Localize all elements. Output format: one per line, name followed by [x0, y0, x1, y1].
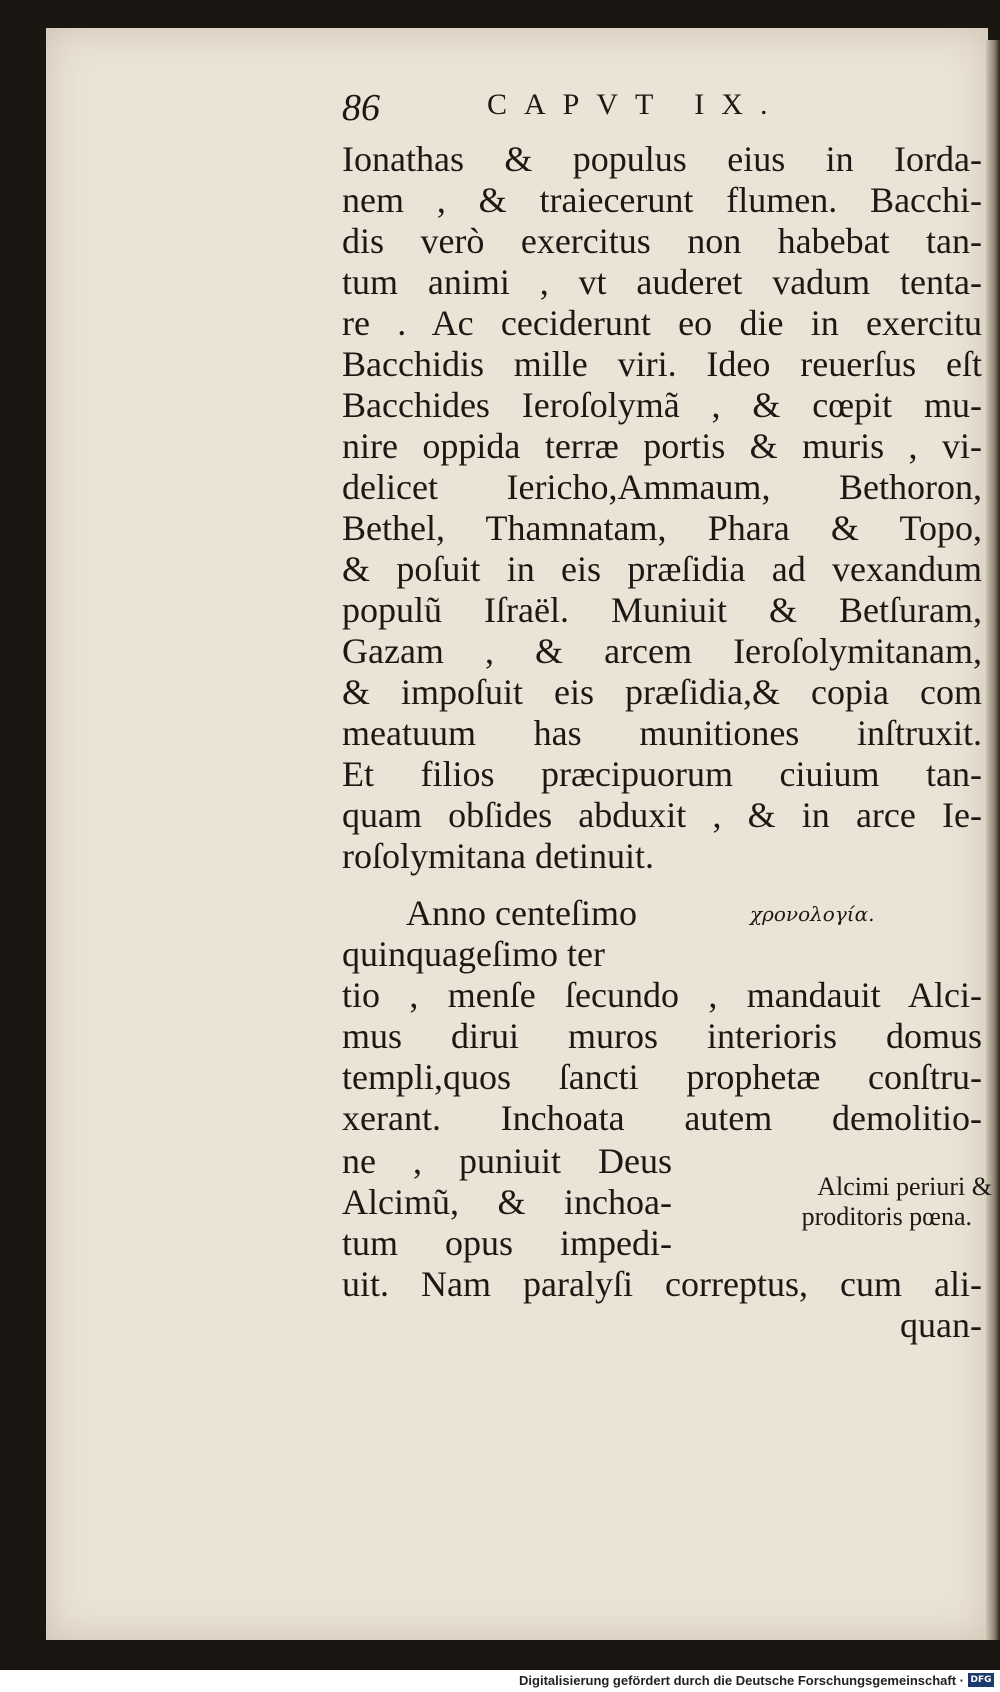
text-line: mus dirui muros interioris domus: [342, 1016, 982, 1056]
margin-note-line: Alcimi periuri &: [817, 1172, 992, 1201]
margin-note-greek: χρονολογία.: [750, 902, 875, 926]
text-line: dis verò exercitus non habebat tan-: [342, 221, 982, 261]
text-line: tum opus impedi-: [342, 1223, 672, 1263]
page-header: [342, 86, 982, 130]
text-line: Anno centeſimo: [406, 893, 637, 933]
text-line: Gazam , & arcem Ieroſolymitanam,: [342, 631, 982, 671]
text-line: & impoſuit eis præſidia,& copia com: [342, 672, 982, 712]
text-line: tio , menſe ſecundo , mandauit Alci-: [342, 975, 982, 1015]
text-line: Ionathas & populus eius in Iorda-: [342, 139, 982, 179]
page-number: 86: [342, 87, 380, 129]
digitization-footer: [0, 1670, 1000, 1692]
running-head: CAPVT IX.: [487, 88, 785, 121]
text-line: Bethel, Thamnatam, Phara & Topo,: [342, 508, 982, 548]
text-line: tum animi , vt auderet vadum tenta-: [342, 262, 982, 302]
margin-note: [730, 1172, 992, 1232]
text-line: re . Ac ceciderunt eo die in exercitu: [342, 303, 982, 343]
text-line: Bacchides Ieroſolymã , & cœpit mu-: [342, 385, 982, 425]
text-line: quinquageſimo ter: [342, 934, 605, 974]
text-line: ne , puniuit Deus: [342, 1141, 672, 1181]
text-line: xerant. Inchoata autem demolitio-: [342, 1098, 982, 1138]
margin-note-line: proditoris pœna.: [801, 1202, 972, 1231]
text-line: roſolymitana detinuit.: [342, 836, 654, 876]
text-line: templi,quos ſancti prophetæ conſtru-: [342, 1057, 982, 1097]
text-line: nem , & traiecerunt flumen. Bacchi-: [342, 180, 982, 220]
catchword: quan-: [900, 1305, 982, 1345]
text-line: Et filios præcipuorum ciuium tan-: [342, 754, 982, 794]
text-line: Alcimũ, & inchoa-: [342, 1182, 672, 1222]
page-edge-shadow: [986, 40, 1000, 1640]
text-line: meatuum has munitiones inſtruxit.: [342, 713, 982, 753]
text-line: quam obſides abduxit , & in arce Ie-: [342, 795, 982, 835]
dfg-logo-icon: DFG: [968, 1673, 994, 1687]
text-line: Bacchidis mille viri. Ideo reuerſus eſt: [342, 344, 982, 384]
text-line: & poſuit in eis præſidia ad vexandum: [342, 549, 982, 589]
text-line: uit. Nam paralyſi correptus, cum ali-: [342, 1264, 982, 1304]
text-line: nire oppida terræ portis & muris , vi-: [342, 426, 982, 466]
footer-credit: Digitalisierung gefördert durch die Deutsche Forschungsgemeinschaft ·: [519, 1673, 964, 1688]
text-line: delicet Iericho,Ammaum, Bethoron,: [342, 467, 982, 507]
text-line: populũ Iſraël. Muniuit & Betſuram,: [342, 590, 982, 630]
